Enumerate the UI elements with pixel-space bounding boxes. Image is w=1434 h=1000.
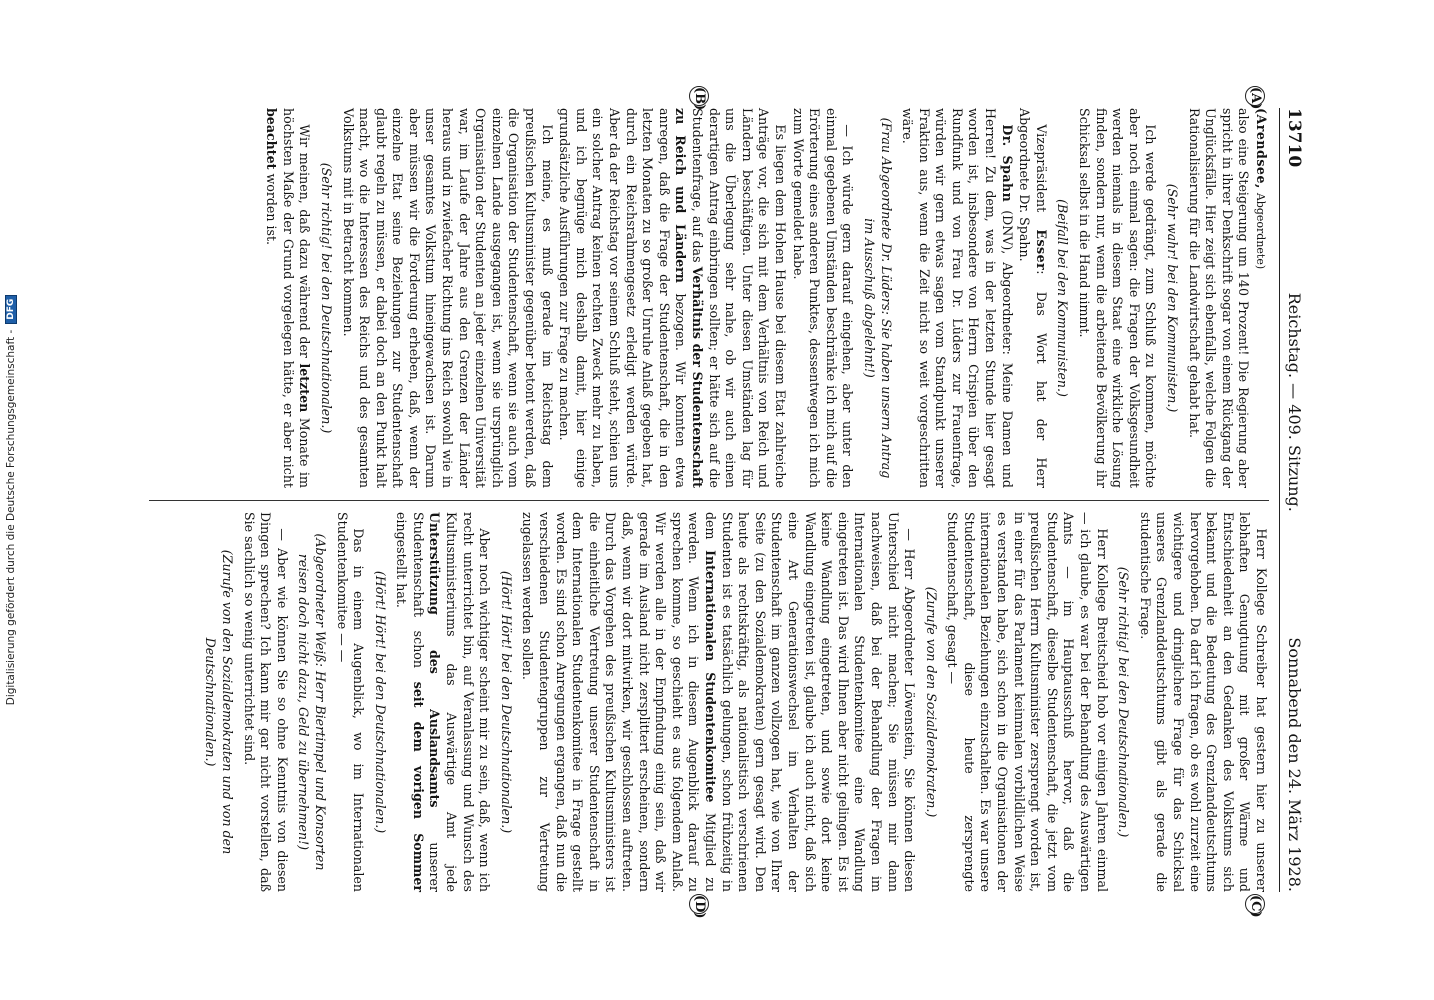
audience-reaction: (Zurufe von den Sozialdemokraten und von den Deutschnationalen.) bbox=[203, 549, 235, 855]
text-columns bbox=[149, 87, 1269, 919]
speaker-name: Esser bbox=[1033, 229, 1049, 271]
emphasis: beachtet bbox=[264, 108, 280, 170]
paragraph: Das in einem Augenblick, wo im Internationalen Studentenkomitee — — bbox=[334, 512, 367, 892]
audience-reaction: (Hört! Hört! bei den Deutschnationalen.) bbox=[498, 570, 514, 834]
paragraph: — Herr Abgeordneter Löwenstein, Sie können diesen Unterschied nicht machen; Sie müssen mir dann nachweisen, daß bei der Behandlung der Fragen im Internationalen Studentenkomitee eine Wandlung eingetreten ist. Das wird Ihnen aber nicht gelingen. Es ist keine Wandlung eingetreten, und sowie dort keine Wandlung eingetreten ist, glaube ich auch nicht, daß sich eine Art Generationswechsel im Verhalten der Studentenschaft im ganzen vollzogen hat, wie von Ihrer Seite (zu den Sozialdemokraten) gern gesagt wird. Den heute als rechtskräftig, als nationalistisch verschrienen Studenten ist es tatsächlich gelungen, schon frühzeitig in dem Internationalen Studentenkomitee Mitglied zu werden. Wenn ich in diesem Augenblick darauf zu sprechen komme, so geschieht es aus folgendem Anlaß. Wir werden alle in der Empfindung einig sein, daß wir gerade im Ausland nicht zersplittert erscheinen, sondern daß, wenn wir dort mitwirken, wir geschlossen auftreten. Durch das Vorgehen des preußischen Kultusministers ist die einheitliche Vertretung unserer Studentenschaft in dem Internationalen Studentenkomitee in Frage gestellt worden. Es sind schon Anregungen ergangen, daß nun die verschiedenen Studentengruppen zur Vertretung zugelassen werden sollen. bbox=[520, 512, 918, 892]
audience-reaction: (Sehr richtig! bei den Deutschnationalen.) bbox=[1116, 566, 1132, 838]
emphasis: Verhältnis der Studentenschaft zu Reich und Ländern bbox=[673, 108, 705, 488]
left-column bbox=[149, 87, 1269, 488]
header-session: Reichstag. — 409. Sitzung. bbox=[1285, 292, 1304, 512]
margin-marker-c: (C) bbox=[1245, 894, 1265, 914]
audience-reaction: (Zurufe von den Sozialdemokraten.) bbox=[923, 586, 939, 818]
margin-marker-d: (D) bbox=[689, 894, 709, 914]
digitization-footer bbox=[0, 0, 22, 1000]
continued-speech bbox=[1185, 108, 1269, 488]
speaker-name: Dr. Spahn bbox=[999, 124, 1015, 203]
column-divider bbox=[149, 500, 1269, 501]
emphasis: Internationalen Studentenkomitee bbox=[703, 550, 718, 803]
margin-marker-b: (B) bbox=[689, 86, 709, 106]
audience-reaction: (Beifall bei den Kommunisten.) bbox=[1055, 199, 1071, 397]
dfg-logo: DFG bbox=[5, 295, 17, 324]
paragraph: Herr Kollege Schreiber hat gestern hier zu unserer lebhaften Genugtuung mit großer Wärme und Entschiedenheit an den Gedanken des Volkstums sich bekannt und die Bedeutung des Grenzlanddeutschtums hervorgehoben. Da darf ich fragen, ob es wohl zurzeit eine wichtigere und dringlichere Frage für das Schicksal unseres Grenzlanddeutschtums gibt als gerade die studentische Frage. bbox=[1137, 512, 1269, 892]
audience-reaction: (Frau Abgeordnete Dr. Lüders: Sie haben unsern Antrag im Ausschuß abgelehnt!) bbox=[861, 117, 894, 479]
scanned-page-frame bbox=[100, 84, 1332, 919]
audience-reaction: (Abgeordneter Weiß: Herr Biertimpel und Konsorten reisen doch nicht dazu, Geld zu übernehmen!) bbox=[296, 533, 328, 871]
header-date: Sonnabend den 24. März 1928. bbox=[1285, 637, 1304, 892]
speech-opening: Dr. Spahn (DNV), Abgeordneter: Meine Damen und Herren! Zu dem, was in der letzten Stunde hier gesagt worden ist, insbesondere von Herrn Crispien über den Rundfunk und von Frau Dr. Lüders zur Frauenfrage, würden wir gern etwas sagen vom Standpunkt unserer Fraktion aus, wenn die Zeit nicht so weit vorgeschritten wäre. bbox=[900, 108, 1015, 488]
audience-reaction: (Sehr richtig! bei den Deutschnationalen.) bbox=[318, 162, 334, 434]
paragraph: Wir meinen, daß dazu während der letzten Monate im höchsten Maße der Grund vorgelegen hätte, er aber nicht beachtet worden ist. bbox=[264, 108, 313, 488]
emphasis: seit dem vorigen Sommer bbox=[410, 681, 426, 893]
margin-marker-a: (A) bbox=[1245, 86, 1265, 106]
vice-president-announcement: Vizepräsident Esser: Das Wort hat der Herr Abgeordnete Dr. Spahn. bbox=[1017, 108, 1049, 488]
speaker-role: Abgeordnete) bbox=[1254, 192, 1267, 270]
paragraph: Ich meine, es muß gerade im Reichstag dem preußischen Kultusminister gegenüber betont werden, daß die Organisation der Studentenschaft, wenn sie auch vom einzelnen Lande ausgegangen ist, wenn sie ursprünglich Organisation der Studenten an jeder einzelnen Universität war, im Laufe der Jahre aus den Grenzen der Länder heraus und in zwiefacher Richtung ins Reich sowohl wie in unser gesamtes Volkstum hineingewachsen ist. Darum aber müssen wir die Forderung erheben, daß, wenn der einzelne Etat seine Beziehungen zur Studentenschaft glaubt regeln zu müssen, er dabei doch an den Punkt halt macht, wo die Interessen des Reichs und des gesamten Volkstums mit in Betracht kommen. bbox=[340, 108, 555, 488]
audience-reaction: (Hört! Hört! bei den Deutschnationalen.) bbox=[372, 570, 388, 834]
paragraph: — Aber wie können Sie so ohne Kenntnis von diesen Dingen sprechen? Ich kann mir gar nicht vorstellen, daß Sie sachlich so wenig unterrichtet sind. bbox=[241, 512, 290, 892]
document-page bbox=[100, 84, 1332, 919]
right-column bbox=[149, 512, 1269, 919]
audience-reaction: (Sehr wahr! bei den Kommunisten.) bbox=[1165, 183, 1181, 413]
page-header bbox=[1279, 108, 1304, 892]
paragraph: — Ich würde gern darauf eingehen, aber unter den einmal gegebenen Umständen beschränke ich mich auf die Erörterung eines anderen Punktes, dessentwegen ich mich zum Worte gemeldet habe. bbox=[790, 108, 856, 488]
speaker-name: (Arendsee, bbox=[1254, 108, 1269, 189]
emphasis: letzten bbox=[297, 363, 313, 413]
paragraph: Aber noch wichtiger scheint mir zu sein, daß, wenn ich recht unterrichtet bin, auf Veranlassung und Wunsch des Kultusministeriums das Auswärtige Amt jede Unterstützung des Auslandsamts unserer Studentenschaft schon seit dem vorigen Sommer eingestellt hat. bbox=[394, 512, 493, 893]
digitization-note: Digitalisierung gefördert durch die Deutsche Forschungsgemeinschaft - bbox=[5, 329, 17, 706]
paragraph: also eine Steigerung um 140 Prozent! Die Regierung aber spricht in ihrer Denkschrift sogar von einem Rückgang der Unglücksfälle. Hier zeigt sich ebenfalls, welche Folgen die Rationalisierung für die Landwirtschaft gehabt hat. bbox=[1186, 108, 1252, 488]
paragraph: Es liegen dem Hohen Hause bei diesem Etat zahlreiche Anträge vor, die sich mit dem Verhältnis von Reich und Ländern beschäftigen. Unter diesen Umständen lag für uns die Überlegung sehr nahe, ob wir auch einen derartigen Antrag einbringen sollten; er hätte sich auf die Studentenfrage, auf das Verhältnis der Studentenschaft zu Reich und Ländern bezogen. Wir konnten etwa anregen, daß die Frage der Studentenschaft, die in den letzten Monaten zu so großer Unruhe Anlaß gegeben hat, durch ein Reichsrahmengesetz erledigt werden würde. Aber da der Reichstag vor seinem Schluß steht, schien uns ein solcher Antrag keinen rechten Zweck mehr zu haben, und ich begnüge mich deshalb damit, hier einige grundsätzliche Ausführungen zur Frage zu machen. bbox=[557, 108, 788, 488]
page-number: 13710 bbox=[1284, 108, 1304, 168]
paragraph: Ich werde gedrängt, zum Schluß zu kommen, möchte aber noch einmal sagen: die Fragen der Volksgesundheit werden niemals in diesem Staat eine wirkliche Lösung finden, sondern nur, wenn die arbeitende Bevölkerung ihr Schicksal selbst in die Hand nimmt. bbox=[1077, 108, 1159, 488]
paragraph: Herr Kollege Breitscheid hob vor einigen Jahren einmal — ich glaube, es war bei der Behandlung des Auswärtigen Amts — im Hauptausschuß hervor, daß die Studentenschaft, dieselbe Studentenschaft, die jetzt vom preußischen Herrn Kultusminister zersprengt worden ist, in einer für das Parlament keinmalen vorbildlichen Weise es verstanden habe, sich schon in die Organisationen der internationalen Beziehungen einzuschalten. Es war unsere Studentenschaft, diese heute zersprengte Studentenschaft, gesagt — bbox=[945, 512, 1110, 892]
emphasis: Unterstützung des Auslandsamts bbox=[427, 512, 443, 808]
